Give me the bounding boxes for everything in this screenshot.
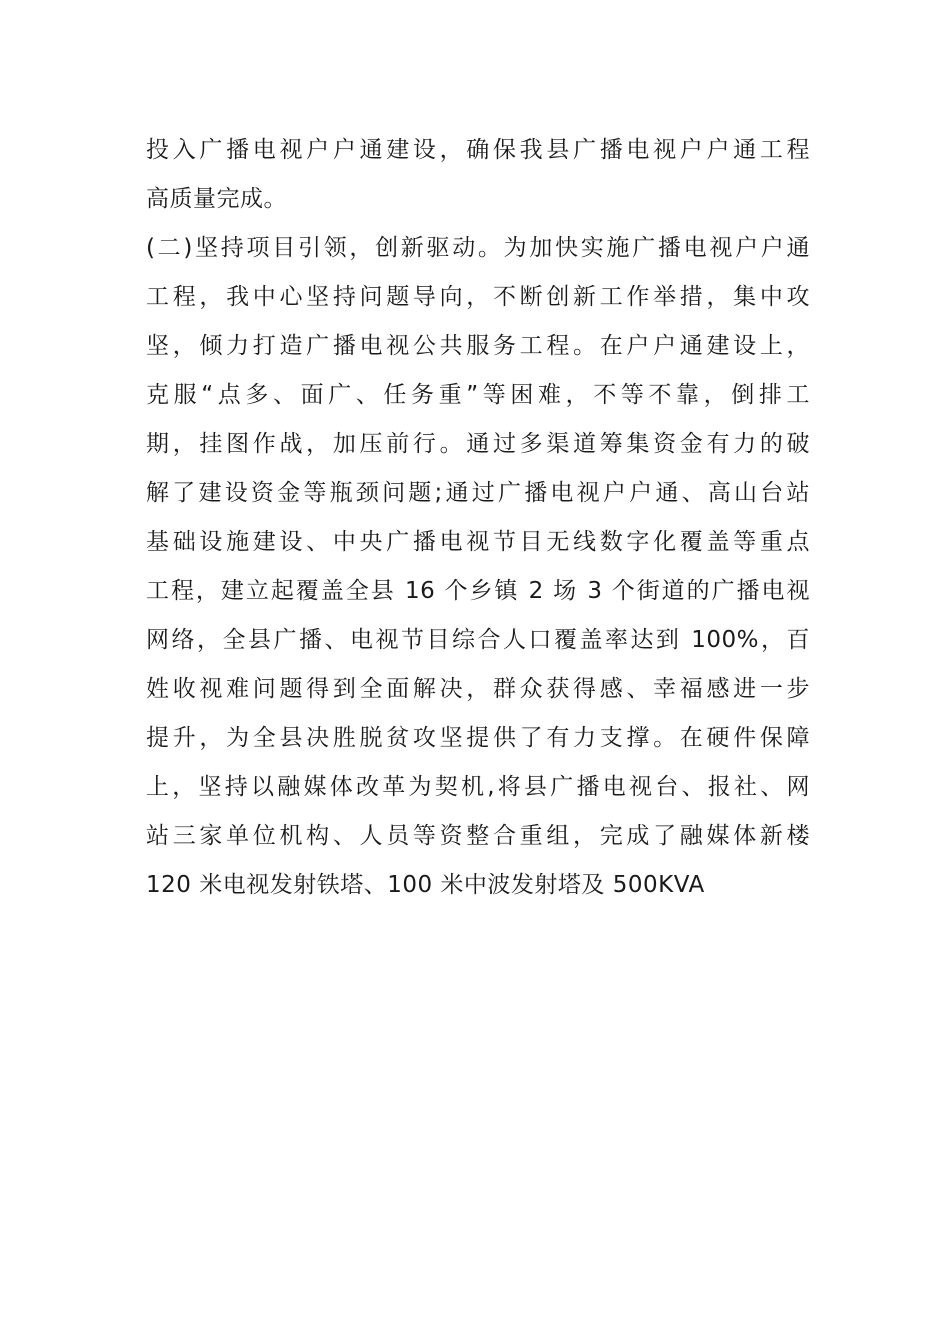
text-line: 投入广播电视户户通建设，确保我县广播电视户户通工程 xyxy=(146,137,810,163)
text-line: 姓收视难问题得到全面解决，群众获得感、幸福感进一步 xyxy=(146,676,810,702)
text-line: 坚，倾力打造广播电视公共服务工程。在户户通建设上， xyxy=(146,333,810,359)
text-line: 高质量完成。 xyxy=(146,186,287,212)
text-line: 解了建设资金等瓶颈问题;通过广播电视户户通、高山台站 xyxy=(146,480,810,506)
text-line: 120 米电视发射铁塔、100 米中波发射塔及 500KVA xyxy=(146,872,705,898)
text-line: 提升，为全县决胜脱贫攻坚提供了有力支撑。在硬件保障 xyxy=(146,725,810,751)
text-line: 工程，我中心坚持问题导向，不断创新工作举措，集中攻 xyxy=(146,284,810,310)
text-line: 站三家单位机构、人员等资整合重组，完成了融媒体新楼 xyxy=(146,823,810,849)
text-line: 期，挂图作战，加压前行。通过多渠道筹集资金有力的破 xyxy=(146,431,810,457)
text-line: (二)坚持项目引领，创新驱动。为加快实施广播电视户户通 xyxy=(146,235,810,261)
text-line: 网络，全县广播、电视节目综合人口覆盖率达到 100%，百 xyxy=(146,627,810,653)
text-line: 基础设施建设、中央广播电视节目无线数字化覆盖等重点 xyxy=(146,529,810,555)
document-body xyxy=(146,126,810,910)
text-line: 克服“点多、面广、任务重”等困难，不等不靠，倒排工 xyxy=(146,382,810,408)
text-line: 上，坚持以融媒体改革为契机,将县广播电视台、报社、网 xyxy=(146,774,810,800)
text-line: 工程，建立起覆盖全县 16 个乡镇 2 场 3 个街道的广播电视 xyxy=(146,578,810,604)
